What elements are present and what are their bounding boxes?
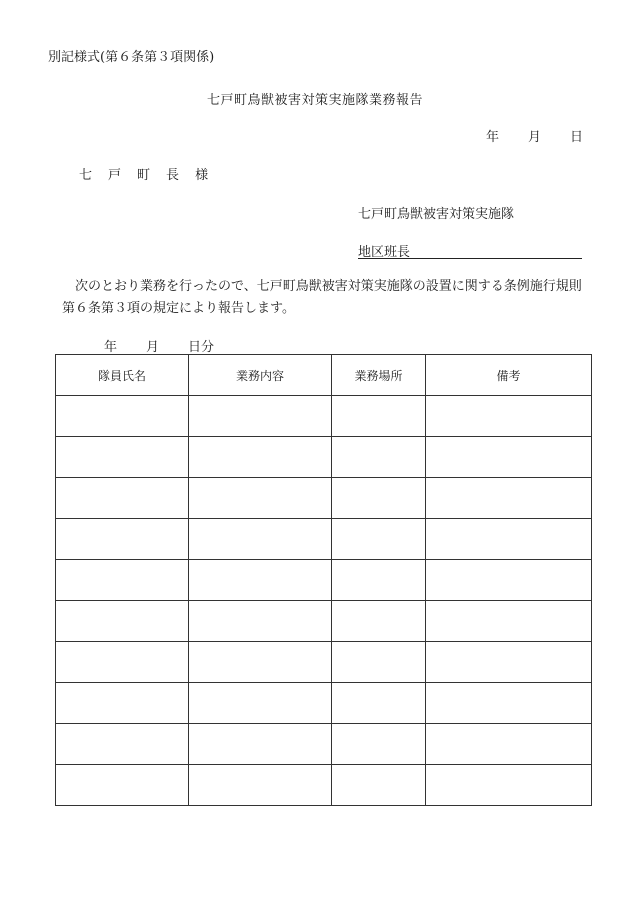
document-title: 七戸町鳥獣被害対策実施隊業務報告: [206, 93, 423, 108]
work-location-cell[interactable]: [332, 601, 426, 642]
work-content-cell[interactable]: [189, 683, 332, 724]
period-year-label: 年: [104, 340, 118, 355]
work-content-cell[interactable]: [189, 601, 332, 642]
work-content-cell[interactable]: [189, 642, 332, 683]
addressee-char: 長: [166, 168, 180, 183]
table-row: [56, 765, 592, 806]
member-name-cell[interactable]: [56, 560, 189, 601]
report-body-text: 次のとおり業務を行ったので、七戸町鳥獣被害対策実施隊の設置に関する条例施行規則第６条第３項の規定により報告します。: [62, 279, 582, 316]
member-name-cell[interactable]: [56, 478, 189, 519]
header-member-name: 隊員氏名: [56, 355, 189, 396]
addressee-char: 七: [79, 168, 93, 183]
table-row: [56, 683, 592, 724]
member-name-cell[interactable]: [56, 683, 189, 724]
leader-field[interactable]: [358, 241, 582, 259]
work-content-cell[interactable]: [189, 396, 332, 437]
leader-label: 地区班長: [358, 245, 411, 260]
member-name-cell[interactable]: [56, 642, 189, 683]
remarks-cell[interactable]: [426, 642, 592, 683]
member-name-cell[interactable]: [56, 437, 189, 478]
table-row: [56, 560, 592, 601]
date-month-label: 月: [528, 130, 542, 145]
remarks-cell[interactable]: [426, 724, 592, 765]
addressee-char: 様: [195, 168, 209, 183]
header-work-location: 業務場所: [332, 355, 426, 396]
addressee: [79, 164, 224, 183]
remarks-cell[interactable]: [426, 396, 592, 437]
period-month-label: 月: [146, 340, 160, 355]
table-row: [56, 396, 592, 437]
table-row: [56, 519, 592, 560]
member-name-cell[interactable]: [56, 765, 189, 806]
work-content-cell[interactable]: [189, 478, 332, 519]
remarks-cell[interactable]: [426, 519, 592, 560]
remarks-cell[interactable]: [426, 478, 592, 519]
addressee-char: 町: [137, 168, 151, 183]
member-name-cell[interactable]: [56, 601, 189, 642]
work-location-cell[interactable]: [332, 724, 426, 765]
addressee-char: 戸: [108, 168, 122, 183]
table-row: [56, 437, 592, 478]
table-row: [56, 478, 592, 519]
work-content-cell[interactable]: [189, 519, 332, 560]
form-label: 別記様式(第６条第３項関係): [48, 50, 215, 65]
remarks-cell[interactable]: [426, 683, 592, 724]
work-location-cell[interactable]: [332, 642, 426, 683]
member-name-cell[interactable]: [56, 724, 189, 765]
work-location-cell[interactable]: [332, 519, 426, 560]
report-table: [55, 354, 592, 806]
work-location-cell[interactable]: [332, 478, 426, 519]
work-content-cell[interactable]: [189, 437, 332, 478]
table-row: [56, 601, 592, 642]
work-location-cell[interactable]: [332, 396, 426, 437]
remarks-cell[interactable]: [426, 601, 592, 642]
header-work-content: 業務内容: [189, 355, 332, 396]
date-day-label: 日: [570, 130, 584, 145]
table-row: [56, 642, 592, 683]
table-row: [56, 724, 592, 765]
work-content-cell[interactable]: [189, 765, 332, 806]
member-name-cell[interactable]: [56, 519, 189, 560]
remarks-cell[interactable]: [426, 437, 592, 478]
remarks-cell[interactable]: [426, 765, 592, 806]
work-location-cell[interactable]: [332, 437, 426, 478]
work-content-cell[interactable]: [189, 724, 332, 765]
member-name-cell[interactable]: [56, 396, 189, 437]
date-year-label: 年: [486, 130, 500, 145]
work-location-cell[interactable]: [332, 683, 426, 724]
header-remarks: 備考: [426, 355, 592, 396]
work-location-cell[interactable]: [332, 560, 426, 601]
remarks-cell[interactable]: [426, 560, 592, 601]
work-location-cell[interactable]: [332, 765, 426, 806]
table-header-row: [56, 355, 592, 396]
work-content-cell[interactable]: [189, 560, 332, 601]
organization-name: 七戸町鳥獣被害対策実施隊: [358, 207, 515, 222]
period-day-label: 日分: [188, 340, 215, 355]
